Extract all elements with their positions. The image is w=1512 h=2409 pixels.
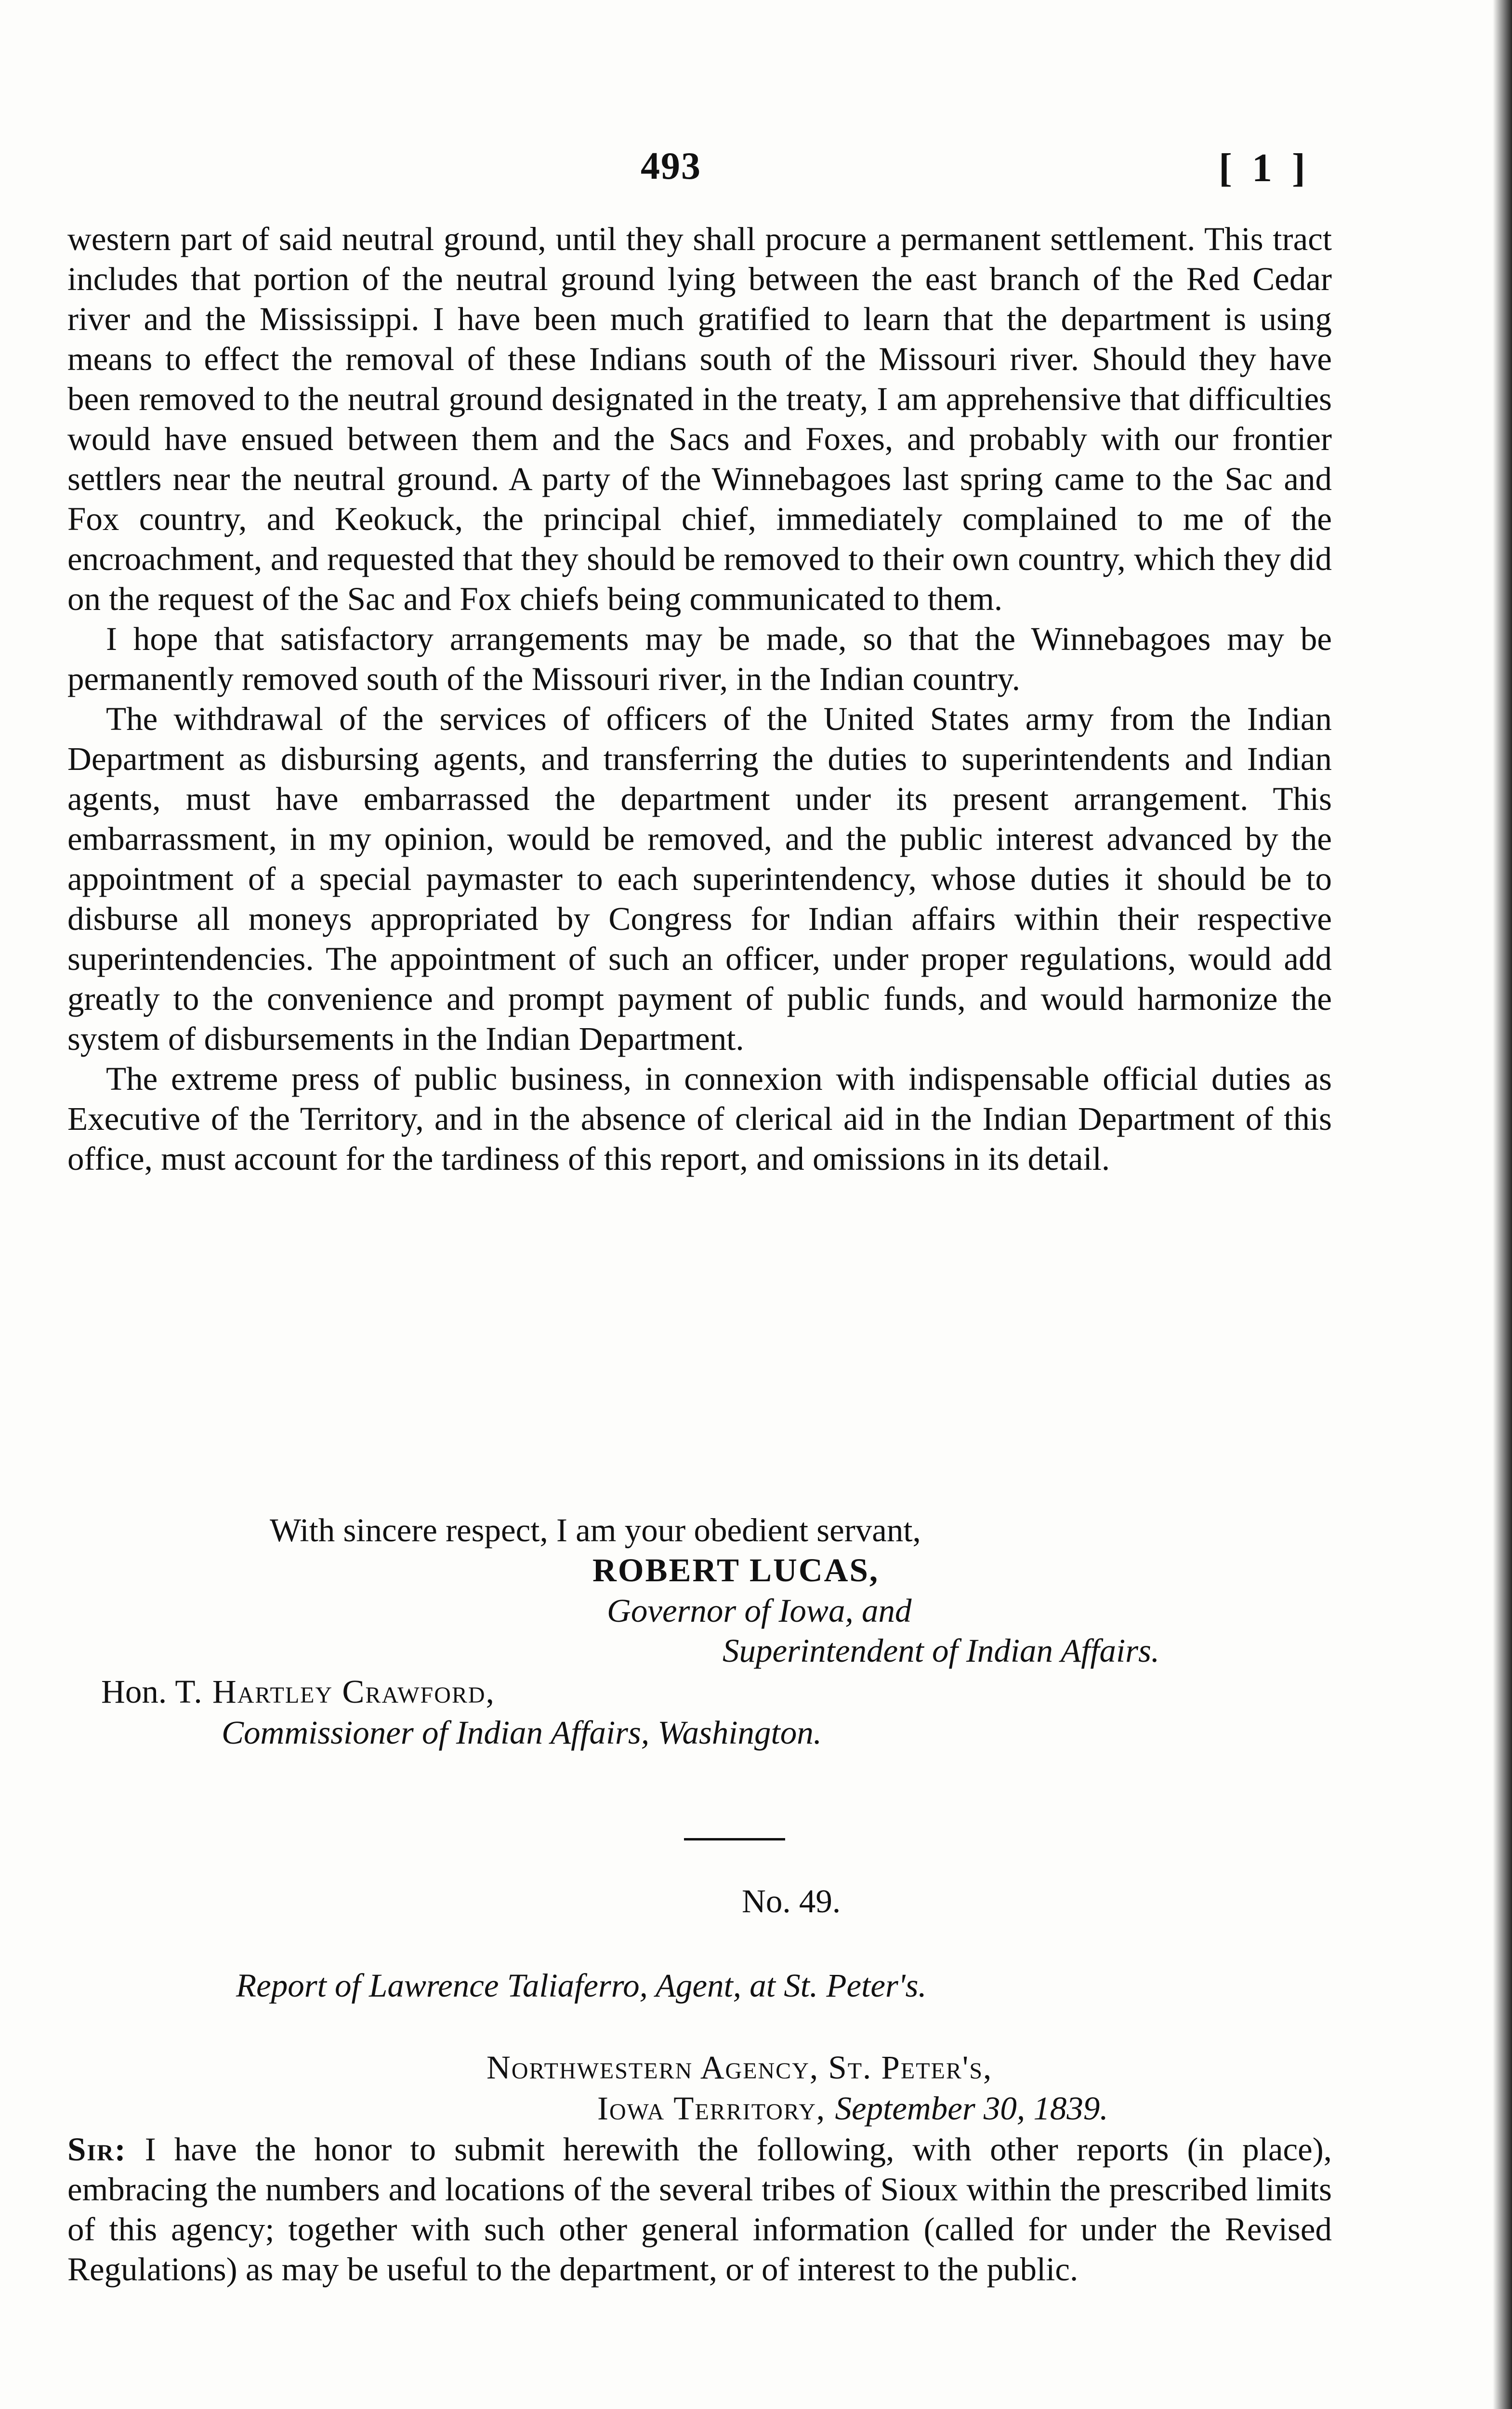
addressee	[101, 1672, 495, 1712]
page-edge-shadow	[1493, 0, 1512, 2409]
signer-title-2: Superintendent of Indian Affairs.	[723, 1632, 1160, 1669]
place-date-line	[597, 2089, 1108, 2129]
addressee-title: Commissioner of Indian Affairs, Washington.	[222, 1714, 822, 1751]
report-opening	[67, 2130, 1332, 2290]
signer-name: ROBERT LUCAS,	[592, 1552, 880, 1588]
report-title: Report of Lawrence Taliaferro, Agent, at St. Peter's.	[236, 1967, 927, 2004]
body-paragraph-3: The withdrawal of the services of officers of the United States army from the Indian Department as disbursing agents, and transferring the duties to superintendents and Indian agents, must have embarrassed the department under its present arrangement. This embarrassment, in my opinion, would be removed, and the public interest advanced by the appointment of a special paymaster to each superintendency, whose duties it should be to disburse all moneys appropriated by Congress for Indian affairs within their respective superintendencies. The appointment of such an officer, under proper regulations, would add greatly to the convenience and prompt payment of public funds, and would harmonize the system of disbursements in the Indian Department.	[67, 701, 1332, 1057]
signer-title-1: Governor of Iowa, and	[607, 1592, 912, 1629]
letter-body	[67, 219, 1332, 1179]
body-paragraph-2: I hope that satisfactory arrangements may be made, so that the Winnebagoes may be permanently removed south of the Missouri river, in the Indian country.	[67, 621, 1332, 697]
closing-line: With sincere respect, I am your obedient servant,	[270, 1512, 921, 1549]
section-divider	[684, 1838, 785, 1840]
territory-name: Iowa Territory,	[597, 2090, 835, 2127]
section-number: No. 49.	[742, 1883, 841, 1919]
page-number: 493	[641, 145, 701, 187]
document-number: [ 1 ]	[1219, 146, 1310, 190]
addressee-prefix: Hon.	[101, 1673, 175, 1710]
salutation: Sir:	[67, 2131, 127, 2168]
opening-paragraph: I have the honor to submit herewith the following, with other reports (in place), embracing the numbers and locations of the several tribes of Sioux within the prescribed limits of this agency; together with such other general information (called for under the Revised Regulations) as may be useful to the department, or of interest to the public.	[67, 2131, 1332, 2288]
agency-address: Northwestern Agency, St. Peter's,	[486, 2049, 993, 2086]
letter-date: September 30, 1839.	[835, 2090, 1108, 2127]
body-paragraph-4: The extreme press of public business, in connexion with indispensable official duties as Executive of the Territory, and in the absence of clerical aid in the Indian Department of this office, must account for the tardiness of this report, and omissions in its detail.	[67, 1060, 1332, 1177]
addressee-name: T. Hartley Crawford,	[175, 1673, 495, 1710]
body-paragraph-1: western part of said neutral ground, until they shall procure a permanent settlement. This tract includes that portion of the neutral ground lying between the east branch of the Red Cedar river and the Mississippi. I have been much gratified to learn that the department is using means to effect the removal of these Indians south of the Missouri river. Should they have been removed to the neutral ground designated in the treaty, I am apprehensive that difficulties would have ensued between them and the Sacs and Foxes, and probably with our frontier settlers near the neutral ground. A party of the Winnebagoes last spring came to the Sac and Fox country, and Keokuck, the principal chief, immediately complained to me of the encroachment, and requested that they should be removed to their own country, which they did on the request of the Sac and Fox chiefs being communicated to them.	[67, 221, 1332, 617]
